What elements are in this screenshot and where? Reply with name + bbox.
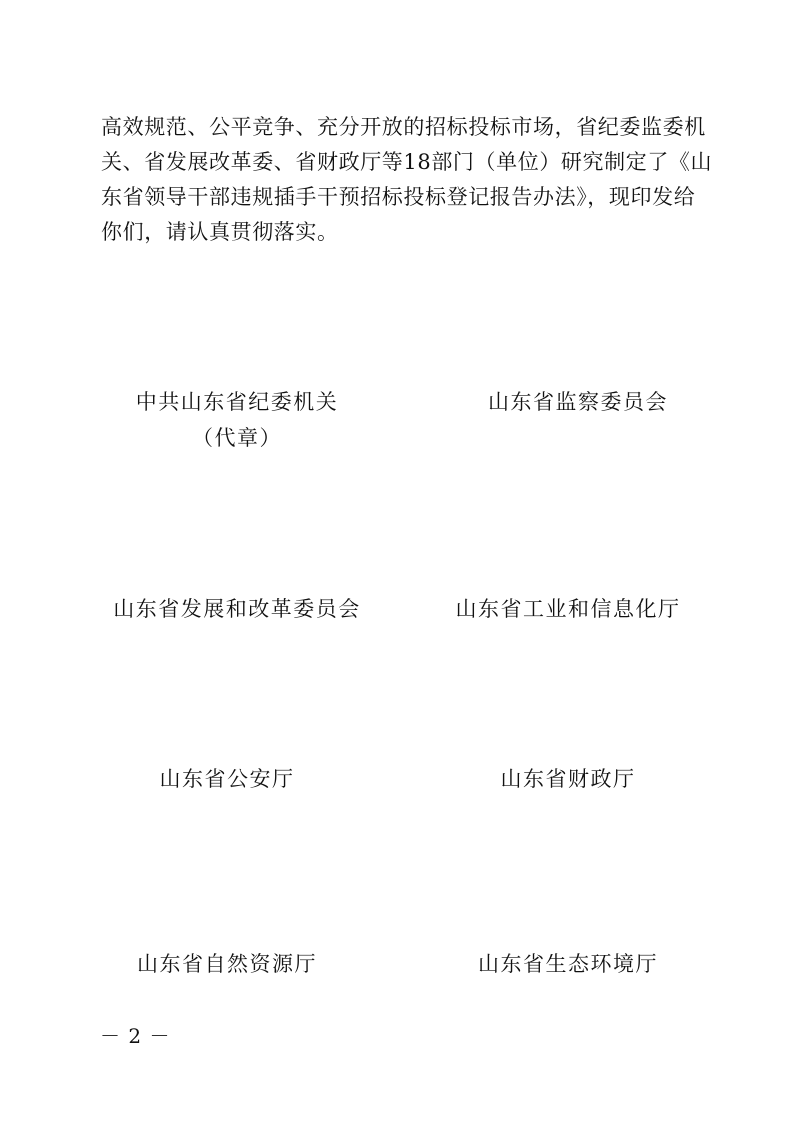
signer-name: 山东省财政厅 [500,767,636,791]
body-line: 关、省发展改革委、省财政厅等18部门（单位）研究制定了《山 [101,150,713,174]
body-line: 高效规范、公平竞争、充分开放的招标投标市场，省纪委监委机 [101,115,706,139]
signer-natural-resources-department [77,950,377,978]
signer-name: 山东省公安厅 [159,767,295,791]
signer-development-reform-commission [87,595,387,623]
body-paragraph [101,110,713,250]
signer-ecology-environment-department [418,950,718,978]
signer-industry-it-department [418,595,718,623]
signer-name: 山东省监察委员会 [488,390,668,414]
signer-provincial-discipline-commission [87,388,387,452]
page-number: － 2 － [100,1024,171,1048]
signer-name: 中共山东省纪委机关 [135,390,339,414]
signer-finance-department [418,765,718,793]
body-line: 东省领导干部违规插手干预招标投标登记报告办法》，现印发给 [101,185,696,209]
signer-name: 山东省生态环境厅 [478,952,658,976]
signer-name: 山东省自然资源厅 [137,952,317,976]
signer-public-security-department [77,765,377,793]
signer-name: 山东省发展和改革委员会 [113,597,361,621]
signer-name: 山东省工业和信息化厅 [455,597,681,621]
signer-seal-note: （代章） [192,426,282,450]
signer-supervision-commission [428,388,728,416]
body-line: 你们，请认真贯彻落实。 [101,220,339,244]
